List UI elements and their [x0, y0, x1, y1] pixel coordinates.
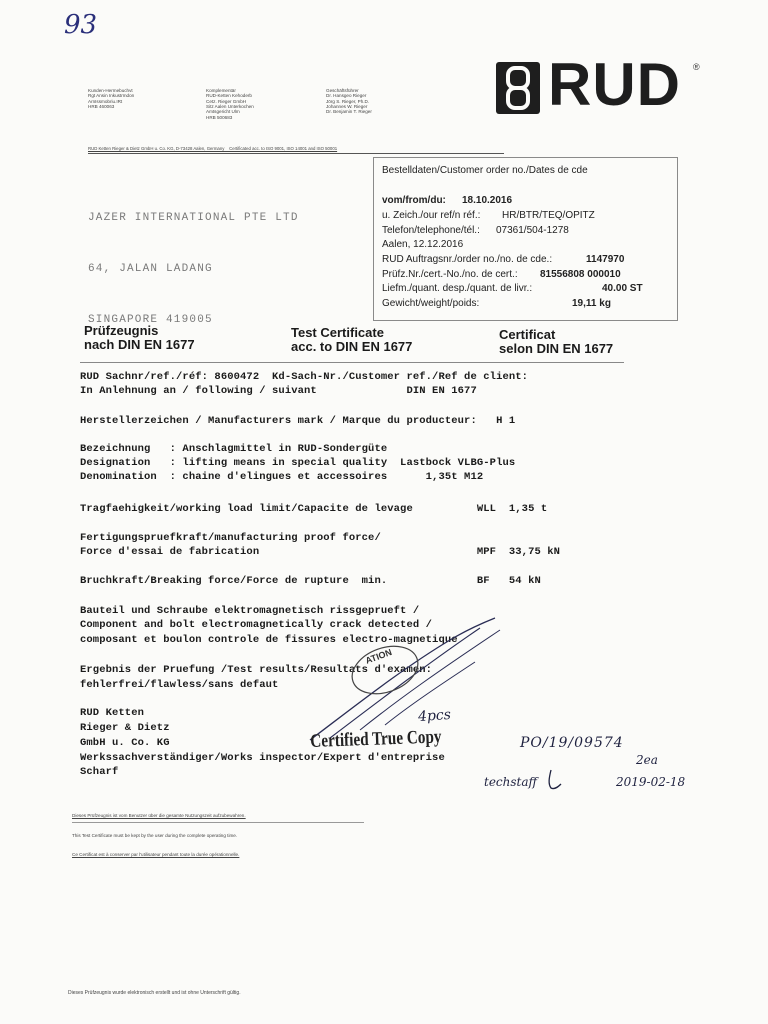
rud-logo — [496, 51, 711, 122]
order-details-box — [373, 157, 678, 321]
title-german: Prüfzeugnis nach DIN EN 1677 — [84, 323, 195, 352]
stamp-po-number: PO/19/09574 — [520, 735, 624, 751]
body-result-line: Ergebnis der Pruefung /Test results/Resultats d'examen: — [80, 664, 433, 676]
order-cert-value: 81556808 000010 — [540, 269, 621, 280]
header-col-3: Geschäftsführer Dr. Hansgeo Rieger Jörg S. Rieger, Ph.D. Johannes W. Rieger Dr. Benjamin T. Rieger — [326, 87, 372, 115]
recipient-line-1: JAZER INTERNATIONAL PTE LTD — [88, 212, 299, 224]
order-rud-label: RUD Auftragsnr./order no./no. de cde.: — [382, 254, 553, 265]
body-company-2: Rieger & Dietz — [80, 722, 170, 734]
body-ref-line: RUD Sachnr/ref./réf: 8600472 Kd-Sach-Nr./Customer ref./Ref de client: — [80, 371, 529, 383]
header-col-1: Kunden-Hermebuchvt Rgt Ansin Inkustrmdon ArnIssmobriu.IRt HRB 460063 — [88, 87, 135, 110]
sender-line: RUD Ketten Rieger & Dietz GmbH u. Co. KG, D-73428 Aalen, Germany Certificated acc. to ISO 9001, ISO 14001 and ISO 50001 — [88, 146, 338, 151]
order-rud-value: 1147970 — [586, 254, 625, 265]
order-qty-label: Liefm./quant. desp./quant. de livr.: — [382, 283, 533, 294]
body-result-value: fehlerfrei/flawless/sans defaut — [80, 679, 279, 691]
fine-print-block: Dieses Prüfzeugnis ist vom Benutzer über die gesamte Nutzungszeit aufzubewahren. This Test Certificate must be kept by the user during the complete operating time. Ce Certificat est à conserver par l'utilisateur pendant toute la durée opérationnelle. — [72, 813, 246, 857]
order-rud-row — [382, 254, 625, 265]
body-wll-line: Tragfaehigkeit/working load limit/Capacite de levage WLL 1,35 t — [80, 503, 548, 515]
initial-mark — [543, 768, 567, 792]
body-designation-en: Designation : lifting means in special quality Lastbock VLBG-Plus — [80, 457, 516, 469]
body-crack-en: Component and bolt electromagnetically crack detected / — [80, 619, 433, 631]
order-from-label: vom/from/du: — [382, 195, 446, 206]
stamp-qty: 2ea — [636, 753, 658, 767]
body-mpf-line-2: Force d'essai de fabrication MPF 33,75 kN — [80, 546, 561, 558]
body-designation-fr: Denomination : chaine d'elingues et accessoires 1,35t M12 — [80, 471, 484, 483]
body-inspector-line: Werkssachverständiger/Works inspector/Expert d'entreprise — [80, 752, 445, 764]
body-inspector-name: Scharf — [80, 766, 119, 778]
bottom-footnote: Dieses Prüfzeugnis wurde elektronisch erstellt und ist ohne Unterschrift gültig. — [68, 990, 241, 996]
body-company-1: RUD Ketten — [80, 707, 145, 719]
recipient-line-3: SINGAPORE 419005 — [88, 314, 213, 326]
stamp-ring-text: ATION — [364, 646, 394, 666]
logo-wordmark: RUD — [548, 51, 681, 118]
stamp-techstaff: techstaff — [484, 775, 538, 789]
registered-mark: ® — [693, 62, 700, 72]
body-standard-line: In Anlehnung an / following / suivant DIN EN 1677 — [80, 385, 477, 397]
order-cert-label: Prüfz.Nr./cert.-No./no. de cert.: — [382, 269, 518, 280]
order-date-line: Aalen, 12.12.2016 — [382, 239, 464, 250]
title-french: Certificat selon DIN EN 1677 — [499, 327, 614, 356]
order-ref-label: u. Zeich./our ref/n réf.: — [382, 210, 481, 221]
stamp-certified-true-copy: Certified True Copy — [310, 726, 442, 752]
recipient-line-2: 64, JALAN LADANG — [88, 263, 213, 275]
stamp-date: 2019-02-18 — [616, 775, 686, 789]
order-phone-value: 07361/504-1278 — [496, 225, 569, 236]
body-designation-de: Bezeichnung : Anschlagmittel in RUD-Sondergüte — [80, 443, 388, 455]
order-ref-value: HR/BTR/TEQ/OPITZ — [502, 210, 595, 221]
order-from-row — [382, 195, 513, 206]
order-weight-row — [382, 298, 611, 309]
order-weight-label: Gewicht/weight/poids: — [382, 298, 480, 309]
header-company-info — [88, 77, 418, 127]
title-english: Test Certificate acc. to DIN EN 1677 — [291, 325, 413, 354]
header-col-2: Komplementär RUD-Ketten Kehoderb Cetz. Rieger GmbH Sitz Aalen Unterkochen Amtsgericht Ulm HRB 500683 — [206, 87, 254, 120]
order-phone-label: Telefon/telephone/tél.: — [382, 225, 480, 236]
recipient-address — [88, 176, 299, 346]
body-mpf-line-1: Fertigungspruefkraft/manufacturing proof force/ — [80, 532, 381, 544]
handwritten-page-number: 93 — [64, 10, 98, 40]
stamp-pcs: 4pcs — [417, 706, 452, 726]
order-phone-row — [382, 225, 569, 236]
order-ref-row — [382, 210, 595, 221]
order-weight-value: 19,11 kg — [572, 298, 611, 309]
order-qty-value: 40.00 ST — [602, 283, 643, 294]
body-mark-line: Herstellerzeichen / Manufacturers mark / Marque du producteur: H 1 — [80, 415, 516, 427]
fine-print-rule — [72, 822, 364, 823]
body-bf-line: Bruchkraft/Breaking force/Force de rupture min. BF 54 kN — [80, 575, 541, 587]
body-crack-de: Bauteil und Schraube elektromagnetisch rissgeprueft / — [80, 605, 420, 617]
body-crack-fr: composant et boulon controle de fissures electro-magnetique — [80, 634, 458, 646]
chain-link-icon — [496, 62, 540, 114]
order-qty-row — [382, 283, 643, 294]
order-heading: Bestelldaten/Customer order no./Dates de cde — [382, 165, 588, 176]
body-company-3: GmbH u. Co. KG — [80, 737, 170, 749]
order-from-value: 18.10.2016 — [462, 195, 513, 206]
order-cert-row — [382, 269, 621, 280]
sender-underline — [88, 153, 504, 154]
title-divider — [80, 362, 624, 363]
